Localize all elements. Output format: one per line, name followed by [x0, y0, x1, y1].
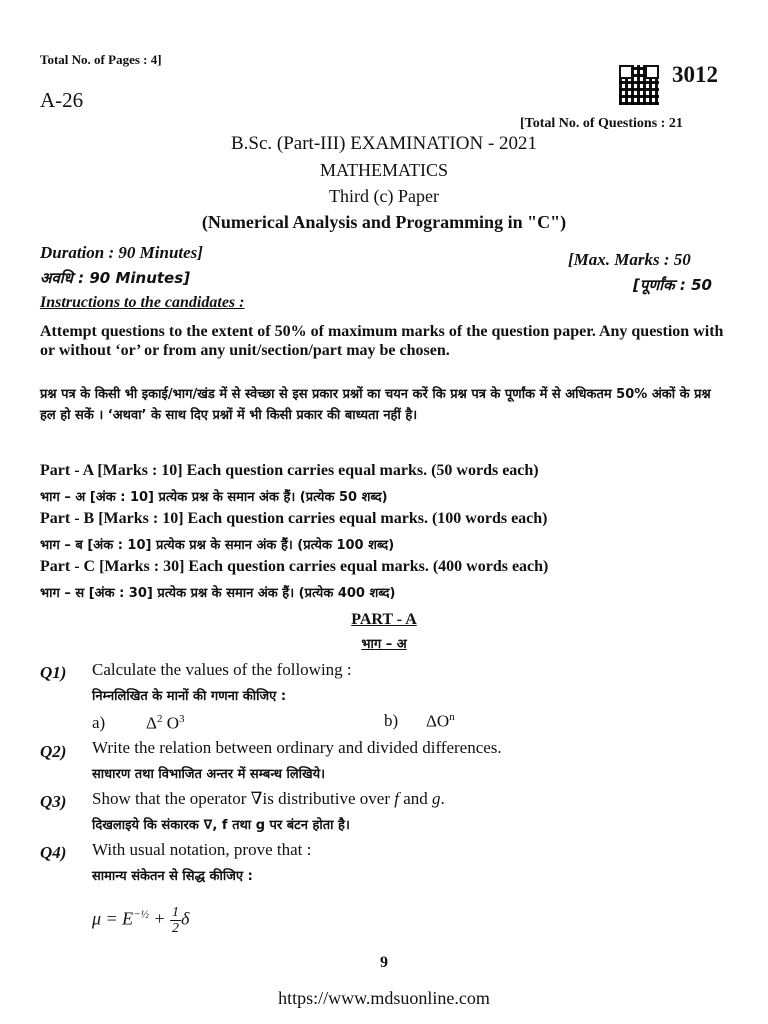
part-c-hi: भाग – स [अंक : 30] प्रत्येक प्रश्न के समान अंक हैं। (प्रत्येक 400 शब्द)	[40, 586, 396, 601]
q1-text: Calculate the values of the following :	[92, 660, 352, 679]
q4-fraction-numerator: 1	[172, 905, 180, 920]
footer-url[interactable]: https://www.mdsuonline.com	[278, 988, 490, 1008]
instructions-hi: प्रश्न पत्र के किसी भी इकाई/भाग/खंड में से स्वेच्छा से इस प्रकार प्रश्नों का चयन करें कि प्रश्न पत्र के पूर्णांक में से अधिकतम 50% अंकों के प्रश्न हल हो सकें । ‘अथवा’ के साथ दिए प्रश्नों में भी किसी प्रकार की बाध्यता नहीं है।	[40, 387, 711, 423]
qr-code-icon	[619, 65, 659, 105]
paper-name: (Numerical Analysis and Programming in "C")	[201, 212, 567, 232]
q3-text: Show that the operator ∇is distributive over f and g.	[92, 789, 445, 808]
exam-title: B.Sc. (Part-III) EXAMINATION - 2021	[230, 133, 538, 154]
q1-option-b-label: b)	[384, 711, 399, 730]
instructions-en: Attempt questions to the extent of 50% of maximum marks of the question paper. Any question with or without ‘or’ or from any unit/section/part may be chosen.	[40, 323, 724, 359]
q1-number: Q1)	[40, 663, 67, 682]
q4-text-hi: सामान्य संकेतन से सिद्ध कीजिए :	[92, 869, 253, 884]
part-c-en: Part - C [Marks : 30] Each question carries equal marks. (400 words each)	[40, 558, 549, 575]
max-marks-en: [Max. Marks : 50	[568, 250, 691, 269]
q2-text-hi: साधारण तथा विभाजित अन्तर में सम्बन्ध लिखिये।	[92, 767, 326, 782]
q4-formula: $\mu = E^{-\frac{1}{2}}$ + $\frac{1}{2}$ δ	[92, 905, 190, 936]
page-number: 9	[380, 954, 388, 971]
duration-hi: अवधि : 90 Minutes]	[40, 269, 191, 287]
part-b-en: Part - B [Marks : 10] Each question carries equal marks. (100 words each)	[40, 510, 548, 527]
q2-text: Write the relation between ordinary and divided differences.	[92, 738, 502, 757]
series-code: A-26	[40, 88, 84, 112]
part-a-hi: भाग – अ [अंक : 10] प्रत्येक प्रश्न के समान अंक हैं। (प्रत्येक 50 शब्द)	[40, 490, 388, 505]
q1-option-a-label: a)	[92, 713, 106, 732]
total-questions: [Total No. of Questions : 21	[520, 116, 683, 131]
paper-code: 3012	[672, 62, 718, 87]
q1-option-b: $\Delta O^n$	[426, 711, 455, 731]
q3-number: Q3)	[40, 792, 67, 811]
q4-fraction-denominator: 2	[172, 921, 180, 936]
q1-text-hi: निम्नलिखित के मानों की गणना कीजिए :	[92, 689, 287, 704]
total-pages: Total No. of Pages : 4]	[40, 52, 162, 67]
paper-title: Third (c) Paper	[329, 186, 439, 206]
subject-title: MATHEMATICS	[319, 160, 448, 180]
q2-number: Q2)	[40, 742, 67, 761]
q4-text: With usual notation, prove that :	[92, 840, 312, 859]
max-marks-hi: [पूर्णांक : 50	[633, 276, 712, 294]
q1-option-a: $\Delta^2$ $O^3$	[146, 713, 185, 733]
section-title-en: PART - A	[351, 611, 417, 628]
section-title-hi: भाग – अ	[361, 637, 407, 652]
part-b-hi: भाग – ब [अंक : 10] प्रत्येक प्रश्न के समान अंक हैं। (प्रत्येक 100 शब्द)	[40, 538, 395, 553]
instructions-heading: Instructions to the candidates :	[40, 294, 245, 311]
part-a-en: Part - A [Marks : 10] Each question carries equal marks. (50 words each)	[40, 462, 539, 479]
q3-text-hi: दिखलाइये कि संकारक ∇, f तथा g पर बंटन होता है।	[92, 818, 350, 833]
duration-en: Duration : 90 Minutes]	[40, 243, 203, 262]
q4-number: Q4)	[40, 843, 67, 862]
